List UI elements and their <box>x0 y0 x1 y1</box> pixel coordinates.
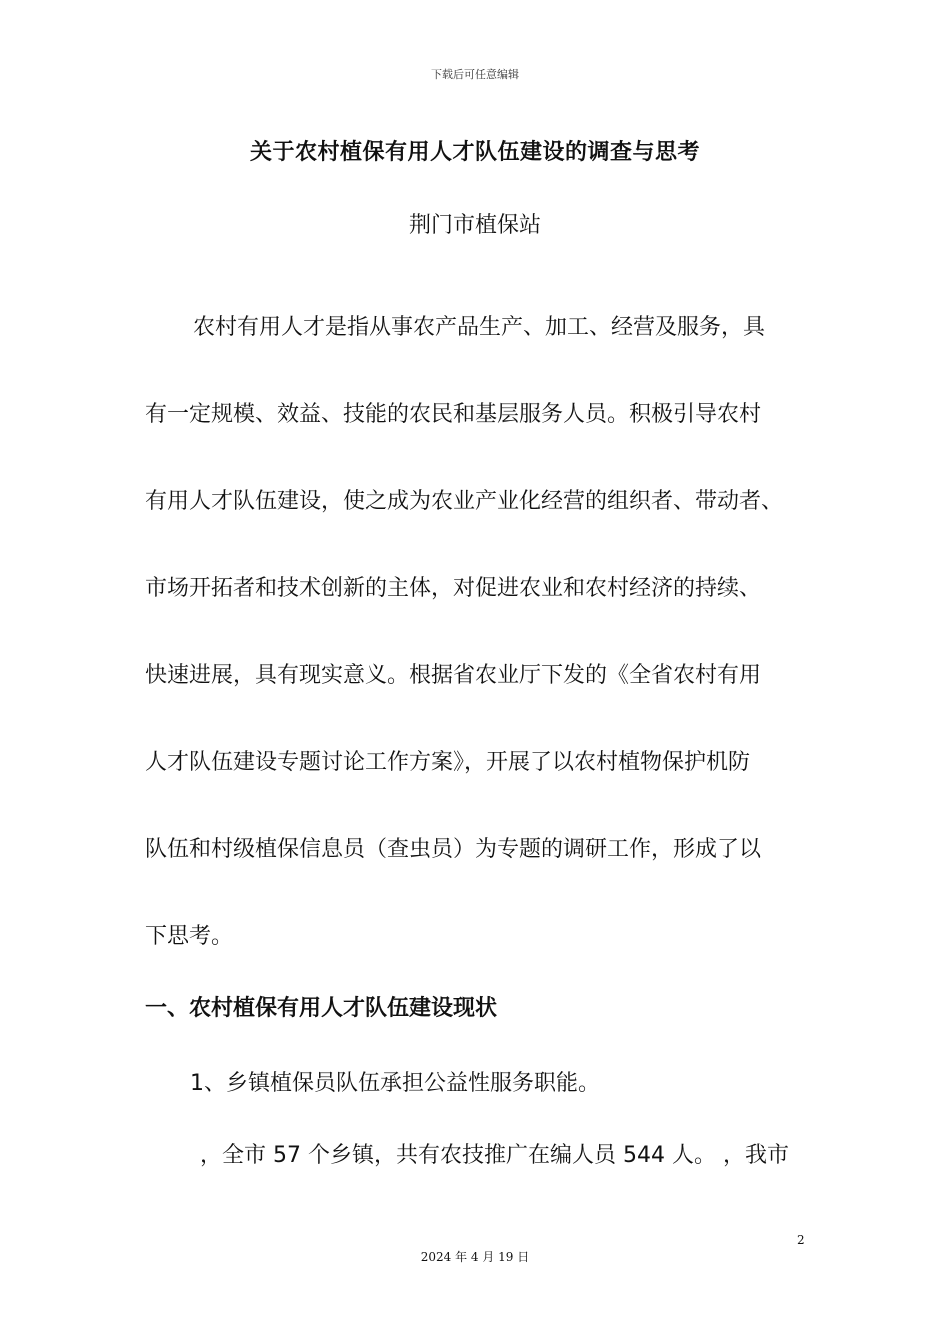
section-item-1: 1、乡镇植保员队伍承担公益性服务职能。 <box>190 1071 600 1096</box>
intro-line-4: 市场开拓者和技术创新的主体，对促进农业和农村经济的持续、 <box>145 576 762 601</box>
intro-line-5: 快速进展，具有现实意义。根据省农业厅下发的《全省农村有用 <box>145 663 762 688</box>
intro-line-8: 下思考。 <box>145 924 234 949</box>
intro-line-7: 队伍和村级植保信息员（查虫员）为专题的调研工作，形成了以 <box>145 837 762 862</box>
intro-line-3: 有用人才队伍建设，使之成为农业产业化经营的组织者、带动者、 <box>145 489 784 514</box>
intro-line-1: 农村有用人才是指从事农产品生产、加工、经营及服务，具 <box>193 315 766 340</box>
section-item-1-text: ，全市 57 个乡镇，共有农技推广在编人员 544 人。 ，我市 <box>200 1143 789 1168</box>
intro-line-6: 人才队伍建设专题讨论工作方案》，开展了以农村植物保护机防 <box>145 750 751 775</box>
document-author: 荆门市植保站 <box>408 213 541 238</box>
page-number: 2 <box>797 1233 805 1247</box>
footer-date: 2024 年 4 月 19 日 <box>420 1250 530 1264</box>
intro-line-2: 有一定规模、效益、技能的农民和基层服务人员。积极引导农村 <box>145 402 762 427</box>
section-heading: 一、农村植保有用人才队伍建设现状 <box>145 996 498 1021</box>
header-note: 下载后可任意编辑 <box>431 68 519 81</box>
document-title: 关于农村植保有用人才队伍建设的调查与思考 <box>249 140 700 165</box>
